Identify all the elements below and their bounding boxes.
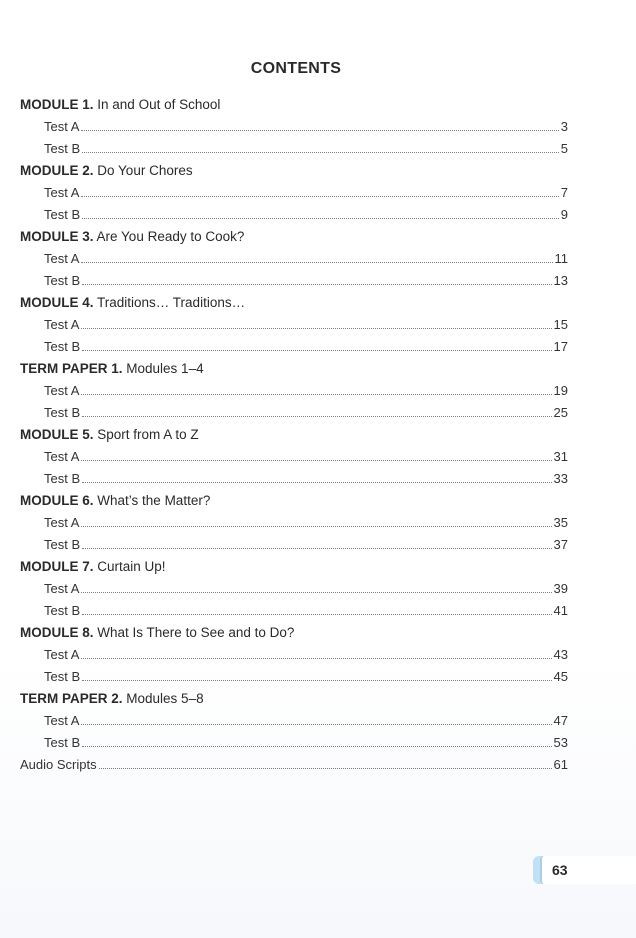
entry-text: Test A xyxy=(44,647,80,662)
dot-leader xyxy=(82,613,551,615)
entry-text: Test A xyxy=(44,581,80,596)
entry-text: Test A xyxy=(44,383,80,398)
dot-leader xyxy=(82,547,551,549)
dot-leader xyxy=(81,459,551,461)
module-name: What’s the Matter? xyxy=(97,493,211,508)
toc-entry[interactable] xyxy=(20,182,568,204)
toc-entry[interactable] xyxy=(20,116,568,138)
module-name: Modules 1–4 xyxy=(126,361,204,376)
toc-module-heading[interactable] xyxy=(20,622,568,644)
toc-module-heading[interactable] xyxy=(20,688,568,710)
dot-leader xyxy=(81,129,558,131)
module-label: MODULE 1. xyxy=(20,97,94,112)
entry-page-number: 35 xyxy=(553,515,568,530)
entry-text: Test B xyxy=(44,537,81,552)
dot-leader xyxy=(81,591,551,593)
toc-entry[interactable] xyxy=(20,468,568,490)
module-label: MODULE 2. xyxy=(20,163,94,178)
toc-entry[interactable] xyxy=(20,666,568,688)
toc-entry-audio-scripts[interactable] xyxy=(20,754,568,776)
toc-entry[interactable] xyxy=(20,138,568,160)
entry-page-number: 11 xyxy=(554,251,568,266)
toc-module-heading[interactable] xyxy=(20,490,568,512)
dot-leader xyxy=(82,745,551,747)
entry-page-number: 43 xyxy=(553,647,568,662)
entry-text: Test B xyxy=(44,405,81,420)
toc-module-heading[interactable] xyxy=(20,160,568,182)
module-label: MODULE 3. xyxy=(20,229,94,244)
module-name: What Is There to See and to Do? xyxy=(97,625,295,640)
page-number-badge xyxy=(533,856,636,884)
dot-leader xyxy=(82,415,551,417)
toc-entry[interactable] xyxy=(20,534,568,556)
module-label: MODULE 5. xyxy=(20,427,94,442)
entry-text: Test A xyxy=(44,515,80,530)
entry-text: Test B xyxy=(44,669,81,684)
toc-entry[interactable] xyxy=(20,732,568,754)
entry-text: Test A xyxy=(44,713,80,728)
dot-leader xyxy=(82,349,551,351)
toc-entry[interactable] xyxy=(20,578,568,600)
toc-entry[interactable] xyxy=(20,512,568,534)
dot-leader xyxy=(82,151,559,153)
toc-entry[interactable] xyxy=(20,248,568,270)
entry-text: Test A xyxy=(44,449,80,464)
module-label: MODULE 7. xyxy=(20,559,94,574)
dot-leader xyxy=(81,657,551,659)
entry-text: Test B xyxy=(44,735,81,750)
entry-page-number: 7 xyxy=(560,185,568,200)
entry-text: Test A xyxy=(44,317,80,332)
dot-leader xyxy=(81,525,551,527)
dot-leader xyxy=(81,195,558,197)
toc-entry[interactable] xyxy=(20,336,568,358)
entry-text: Test B xyxy=(44,339,81,354)
dot-leader xyxy=(99,767,552,769)
toc-entry[interactable] xyxy=(20,380,568,402)
module-name: Modules 5–8 xyxy=(126,691,204,706)
entry-page-number: 9 xyxy=(560,207,568,222)
module-name: Traditions… Traditions… xyxy=(97,295,246,310)
toc-entry[interactable] xyxy=(20,600,568,622)
entry-text: Test B xyxy=(44,603,81,618)
entry-text: Test B xyxy=(44,141,81,156)
page-title: CONTENTS xyxy=(250,60,342,77)
page-number: 63 xyxy=(540,856,636,884)
toc-module-heading[interactable] xyxy=(20,556,568,578)
entry-text: Test A xyxy=(44,251,80,266)
module-label: MODULE 4. xyxy=(20,295,94,310)
module-name: Are You Ready to Cook? xyxy=(96,229,245,244)
toc-module-heading[interactable] xyxy=(20,358,568,380)
entry-text: Audio Scripts xyxy=(20,757,97,772)
dot-leader xyxy=(82,679,551,681)
dot-leader xyxy=(82,217,559,219)
entry-page-number: 31 xyxy=(553,449,568,464)
toc-module-heading[interactable] xyxy=(20,94,568,116)
entry-page-number: 53 xyxy=(553,735,568,750)
module-label: TERM PAPER 2. xyxy=(20,691,123,706)
entry-page-number: 47 xyxy=(553,713,568,728)
entry-page-number: 61 xyxy=(553,757,568,772)
module-label: MODULE 8. xyxy=(20,625,94,640)
toc-sections xyxy=(20,94,568,754)
entry-text: Test B xyxy=(44,273,81,288)
toc-module-heading[interactable] xyxy=(20,424,568,446)
module-name: Curtain Up! xyxy=(97,559,166,574)
toc-module-heading[interactable] xyxy=(20,292,568,314)
dot-leader xyxy=(82,481,551,483)
toc-entry[interactable] xyxy=(20,710,568,732)
dot-leader xyxy=(81,327,551,329)
entry-page-number: 5 xyxy=(560,141,568,156)
dot-leader xyxy=(82,283,551,285)
table-of-contents xyxy=(20,94,568,776)
entry-text: Test A xyxy=(44,185,80,200)
toc-entry[interactable] xyxy=(20,446,568,468)
entry-page-number: 13 xyxy=(553,273,568,288)
module-label: TERM PAPER 1. xyxy=(20,361,123,376)
entry-page-number: 3 xyxy=(560,119,568,134)
module-label: MODULE 6. xyxy=(20,493,94,508)
toc-entry[interactable] xyxy=(20,644,568,666)
entry-page-number: 15 xyxy=(553,317,568,332)
entry-page-number: 39 xyxy=(553,581,568,596)
module-name: Sport from A to Z xyxy=(97,427,199,442)
toc-entry[interactable] xyxy=(20,314,568,336)
entry-page-number: 45 xyxy=(553,669,568,684)
entry-text: Test B xyxy=(44,207,81,222)
entry-page-number: 25 xyxy=(553,405,568,420)
module-name: In and Out of School xyxy=(97,97,221,112)
toc-module-heading[interactable] xyxy=(20,226,568,248)
entry-text: Test B xyxy=(44,471,81,486)
entry-text: Test A xyxy=(44,119,80,134)
module-name: Do Your Chores xyxy=(97,163,193,178)
dot-leader xyxy=(81,393,551,395)
toc-entry[interactable] xyxy=(20,204,568,226)
dot-leader xyxy=(81,723,551,725)
entry-page-number: 41 xyxy=(553,603,568,618)
entry-page-number: 19 xyxy=(553,383,568,398)
entry-page-number: 17 xyxy=(553,339,568,354)
dot-leader xyxy=(81,261,552,263)
toc-entry[interactable] xyxy=(20,402,568,424)
entry-page-number: 37 xyxy=(553,537,568,552)
entry-page-number: 33 xyxy=(553,471,568,486)
toc-entry[interactable] xyxy=(20,270,568,292)
